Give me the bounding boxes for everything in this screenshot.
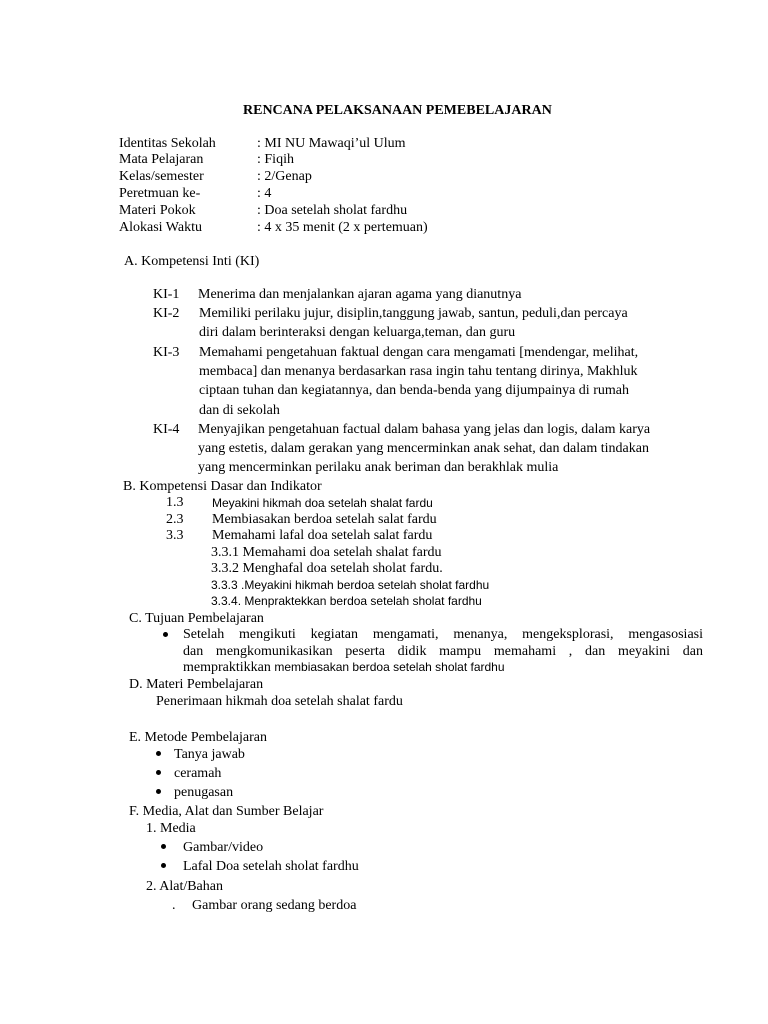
indikator-item: 3.3.3 .Meyakini hikmah berdoa setelah sholat fardhu [211,578,490,592]
ki-text: Memahami pengetahuan faktual dengan cara mengamati [mendengar, melihat, [199,345,639,360]
tujuan-text-part: mempraktikkan [183,660,275,675]
kd-number: 3.3 [166,528,184,543]
metode-item: penugasan [174,785,234,800]
ki-text: ciptaan tuhan dan kegiatannya, dan benda-benda yang dijumpainya di rumah [199,383,629,398]
materi-text: Penerimaan hikmah doa setelah shalat fardu [156,694,403,709]
identity-label: Kelas/semester [119,169,204,184]
identity-value: : MI NU Mawaqi’ul Ulum [257,136,406,151]
ki-code: KI-1 [153,287,180,302]
bullet-icon [161,844,166,849]
kd-number: 1.3 [166,495,184,510]
media-item: Lafal Doa setelah sholat fardhu [183,859,359,874]
ki-code: KI-2 [153,306,180,321]
bullet-icon [161,863,166,868]
kd-text: Membiasakan berdoa setelah salat fardu [212,512,437,527]
tujuan-text-part: membiasakan berdoa setelah sholat fardhu [274,660,505,674]
ki-text: Menyajikan pengetahuan factual dalam bahasa yang jelas dan logis, dalam karya [198,422,651,437]
ki-text: Memiliki perilaku jujur, disiplin,tanggung jawab, santun, peduli,dan percaya [199,306,628,321]
section-d-heading: D. Materi Pembelajaran [129,677,264,692]
ki-text: yang estetis, dalam gerakan yang mencerminkan anak sehat, dan dalam tindakan [198,441,649,456]
tujuan-text-line: Setelah mengikuti kegiatan mengamati, menanya, mengeksplorasi, mengasosiasi [183,627,703,642]
identity-label: Mata Pelajaran [119,152,204,167]
ki-text: dan di sekolah [199,403,280,418]
ki-text: diri dalam berinteraksi dengan keluarga,teman, dan guru [199,325,516,340]
identity-label: Identitas Sekolah [119,136,216,151]
kd-text: Meyakini hikmah doa setelah shalat fardu [212,496,433,510]
ki-text: yang mencerminkan perilaku anak beriman dan berakhlak mulia [198,460,559,475]
metode-item: Tanya jawab [174,747,245,762]
identity-value: : 4 x 35 menit (2 x pertemuan) [257,220,428,235]
ki-code: KI-3 [153,345,180,360]
bullet-icon [163,632,168,637]
bullet-icon [156,751,161,756]
media-item: Gambar/video [183,840,264,855]
identity-value: : 2/Genap [257,169,312,184]
indikator-item: 3.3.1 Memahami doa setelah shalat fardu [211,545,442,560]
section-f-heading: F. Media, Alat dan Sumber Belajar [129,804,324,819]
identity-label: Peretmuan ke- [119,186,201,201]
kd-number: 2.3 [166,512,184,527]
section-b-heading: B. Kompetensi Dasar dan Indikator [123,479,322,494]
identity-label: Materi Pokok [119,203,196,218]
bullet-icon [156,770,161,775]
alat-marker: . [172,898,176,913]
section-c-heading: C. Tujuan Pembelajaran [129,611,264,626]
bullet-icon [156,789,161,794]
tujuan-text-line [183,661,505,675]
indikator-item: 3.3.4. Menpraktekkan berdoa setelah sholat fardhu [211,594,482,608]
alat-subheading: 2. Alat/Bahan [146,879,223,894]
tujuan-text-line: dan mengkomunikasikan peserta didik mampu memahami , dan meyakini dan [183,644,703,659]
identity-label: Alokasi Waktu [119,220,202,235]
metode-item: ceramah [174,766,222,781]
alat-item: Gambar orang sedang berdoa [192,898,357,913]
kd-text: Memahami lafal doa setelah salat fardu [212,528,433,543]
identity-value: : Doa setelah sholat fardhu [257,203,408,218]
section-e-heading: E. Metode Pembelajaran [129,730,268,745]
ki-code: KI-4 [153,422,180,437]
section-a-heading: A. Kompetensi Inti (KI) [124,254,260,269]
indikator-item: 3.3.2 Menghafal doa setelah sholat fardu. [211,561,443,576]
ki-text: membaca] dan menanya berdasarkan rasa ingin tahu tentang dirinya, Makhluk [199,364,638,379]
identity-value: : Fiqih [257,152,294,167]
page-title: RENCANA PELAKSANAAN PEMEBELAJARAN [243,103,552,118]
media-subheading: 1. Media [146,821,196,836]
identity-value: : 4 [257,186,272,201]
ki-text: Menerima dan menjalankan ajaran agama yang dianutnya [198,287,522,302]
